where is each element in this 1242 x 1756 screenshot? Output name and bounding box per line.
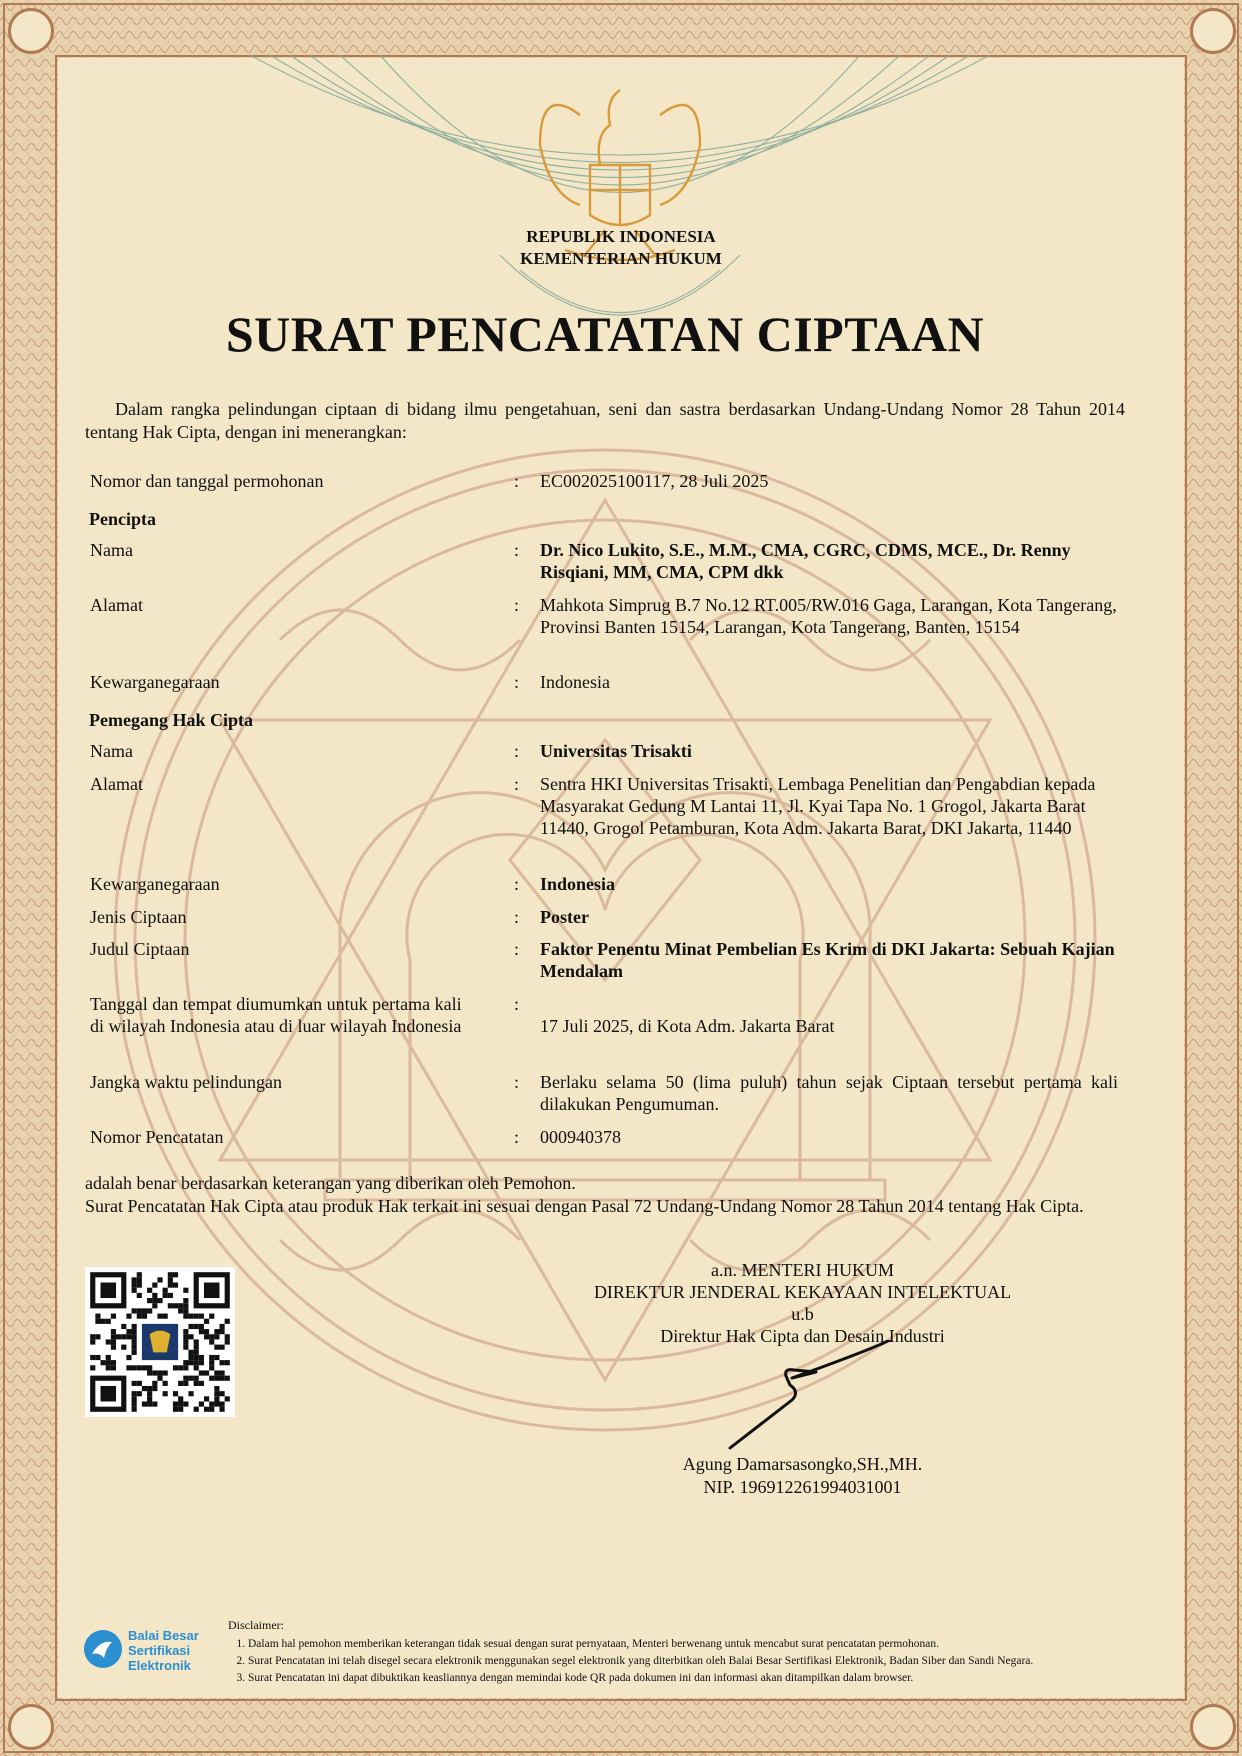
signature-an: a.n. MENTERI HUKUM [711, 1260, 894, 1280]
colon: : [514, 471, 520, 491]
pencipta-alamat-value: Mahkota Simprug B.7 No.12 RT.005/RW.016 Gaga, Larangan, Kota Tangerang, Provinsi Banten 15154, Larangan, Kota Tangerang, Banten, 15154 [540, 595, 1117, 637]
corner-ornament-bl [8, 1704, 54, 1750]
pencipta-nama-value: Dr. Nico Lukito, S.E., M.M., CMA, CGRC, CDMS, MCE., Dr. Renny Risqiani, MM, CMA, CPM dkk [540, 540, 1071, 582]
disclaimer-title: Disclaimer: [228, 1618, 284, 1632]
intro-paragraph: Dalam rangka pelindungan ciptaan di bidang ilmu pengetahuan, seni dan sastra berdasarkan Undang-Undang Nomor 28 Tahun 2014 tentang Hak Cipta, dengan ini menerangkan: [85, 399, 1125, 442]
verification-qr-code[interactable] [85, 1267, 235, 1417]
pencipta-alamat-label: Alamat [90, 595, 143, 615]
signature-direktur: Direktur Hak Cipta dan Desain Industri [660, 1326, 945, 1346]
handwritten-signature [720, 1340, 900, 1455]
nomor-pencatatan-value: 000940378 [540, 1127, 621, 1147]
colon: : [514, 1072, 520, 1092]
header-republik: REPUBLIK INDONESIA [526, 227, 716, 246]
colon: : [514, 741, 520, 761]
pencipta-kewarganegaraan-label: Kewarganegaraan [90, 672, 220, 692]
jangka-waktu-value: Berlaku selama 50 (lima puluh) tahun sejak Ciptaan tersebut pertama kali dilakukan Pengumuman. [540, 1072, 1118, 1114]
pemegang-nama-label: Nama [90, 741, 133, 761]
colon: : [514, 774, 520, 794]
bsre-logo-text: Balai Besar Sertifikasi Elektronik [128, 1628, 199, 1673]
pemegang-kewarganegaraan-value: Indonesia [540, 874, 616, 894]
pencipta-nama-label: Nama [90, 540, 133, 560]
closing-line-2: Surat Pencatatan Hak Cipta atau produk Hak terkait ini sesuai dengan Pasal 72 Undang-Undang Nomor 28 Tahun 2014 tentang Hak Cipta. [85, 1196, 1084, 1216]
garuda-emblem [250, 55, 990, 335]
signature-ub: u.b [791, 1304, 814, 1324]
pencipta-kewarganegaraan-value: Indonesia [540, 672, 610, 692]
nomor-permohonan-value: EC002025100117, 28 Juli 2025 [540, 471, 769, 491]
corner-ornament-br [1190, 1704, 1236, 1750]
tanggal-diumumkan-label: Tanggal dan tempat diumumkan untuk pertama kali di wilayah Indonesia atau di luar wilayah Indonesia [90, 994, 462, 1036]
closing-statement [85, 1172, 1127, 1218]
closing-line-1: adalah benar berdasarkan keterangan yang diberikan oleh Pemohon. [85, 1173, 576, 1193]
colon: : [514, 907, 520, 927]
disclaimer-item: 1. Dalam hal pemohon memberikan keterangan tidak sesuai dengan surat pernyataan, Menteri berwenang untuk mencabut surat pencatatan permohonan. [248, 1636, 1208, 1653]
corner-ornament-tl [8, 8, 54, 54]
pemegang-kewarganegaraan-label: Kewarganegaraan [90, 874, 220, 894]
signatory-nip: NIP. 196912261994031001 [703, 1477, 902, 1497]
disclaimer-item: 3. Surat Pencatatan ini dapat dibuktikan keasliannya dengan memindai kode QR pada dokumen ini dan informasi akan ditampilkan dalam browser. [248, 1670, 1208, 1687]
pemegang-alamat-label: Alamat [90, 774, 143, 794]
bsre-logo-icon [82, 1628, 124, 1670]
pemegang-alamat-value: Sentra HKI Universitas Trisakti, Lembaga Penelitian dan Pengabdian kepada Masyarakat Gedung M Lantai 11, Jl. Kyai Tapa No. 1 Grogol, Jakarta Barat 11440, Grogol Petamburan, Kota Adm. Jakarta Barat, DKI Jakarta, 11440 [540, 774, 1096, 838]
tanggal-diumumkan-value: 17 Juli 2025, di Kota Adm. Jakarta Barat [540, 1016, 835, 1036]
judul-ciptaan-label: Judul Ciptaan [90, 939, 190, 959]
jangka-waktu-label: Jangka waktu pelindungan [90, 1072, 282, 1092]
disclaimer-item: 2. Surat Pencatatan ini telah disegel secara elektronik menggunakan segel elektronik yang diterbitkan oleh Balai Besar Sertifikasi Elektronik, Badan Siber dan Sandi Negara. [248, 1653, 1208, 1670]
pemegang-nama-value: Universitas Trisakti [540, 741, 692, 761]
judul-ciptaan-value: Faktor Penentu Minat Pembelian Es Krim di DKI Jakarta: Sebuah Kajian Mendalam [540, 939, 1115, 981]
pencipta-heading: Pencipta [89, 509, 156, 529]
header-kementerian: KEMENTERIAN HUKUM [520, 249, 722, 268]
colon: : [514, 994, 520, 1014]
colon: : [514, 1127, 520, 1147]
colon: : [514, 939, 520, 959]
colon: : [514, 874, 520, 894]
signature-dirjen: DIREKTUR JENDERAL KEKAYAAN INTELEKTUAL [593, 1282, 1012, 1302]
colon: : [514, 595, 520, 615]
corner-ornament-tr [1190, 8, 1236, 54]
jenis-ciptaan-value: Poster [540, 907, 589, 927]
disclaimer-list [232, 1636, 1208, 1687]
colon: : [514, 540, 520, 560]
colon: : [514, 672, 520, 692]
nomor-permohonan-label: Nomor dan tanggal permohonan [90, 471, 324, 491]
nomor-pencatatan-label: Nomor Pencatatan [90, 1127, 224, 1147]
signatory-name: Agung Damarsasongko,SH.,MH. [682, 1454, 923, 1474]
jenis-ciptaan-label: Jenis Ciptaan [90, 907, 187, 927]
document-title: SURAT PENCATATAN CIPTAAN [225, 306, 985, 362]
bsre-logo [82, 1628, 212, 1676]
pemegang-heading: Pemegang Hak Cipta [89, 710, 253, 730]
